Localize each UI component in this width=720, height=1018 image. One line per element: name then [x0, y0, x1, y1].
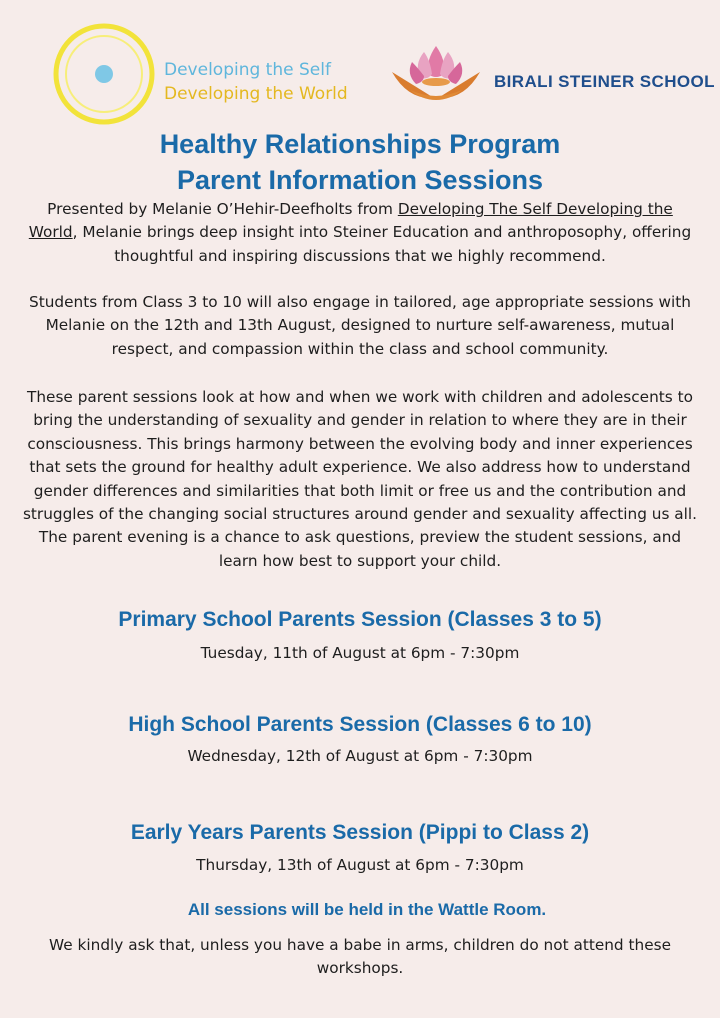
high-school-session-title: High School Parents Session (Classes 6 to 10) [128, 713, 592, 736]
title-line2: Parent Information Sessions [176, 165, 544, 195]
intro-text-before: Presented by Melanie O’Hehir-Deefholts from [47, 200, 398, 218]
header [0, 0, 720, 120]
children-request: We kindly ask that, unless you have a babe in arms, children do not attend these workshops. [49, 936, 671, 978]
venue-notice: All sessions will be held in the Wattle Room. [187, 900, 547, 919]
left-logo-text [164, 58, 348, 106]
students-paragraph: Students from Class 3 to 10 will also engage in tailored, age appropriate sessions with Melanie on the 12th and 13th August, designed to nurture self-awareness, mutual respect, and compassion within the class and school community. [29, 293, 691, 358]
left-logo-line2: Developing the World [164, 84, 348, 104]
page-title [0, 126, 720, 198]
developing-the-self-link[interactable]: Developing The Self Developing the World [28, 200, 673, 242]
left-logo-line1: Developing the Self [164, 60, 331, 80]
sun-logo-icon [52, 22, 156, 126]
title-line1: Healthy Relationships Program [159, 129, 561, 159]
sessions-paragraph: These parent sessions look at how and when we work with children and adolescents to bring the understanding of sexuality and gender in relation to where they are in their consciousness. This brings harmony between the evolving body and inner experiences that sets the ground for healthy adult experience. We also address how to understand gender differences and similarities that both limit or free us and the contribution and struggles of the changing social structures around gender and sexuality affecting us all. [22, 388, 698, 524]
intro-paragraph [22, 198, 698, 268]
early-years-session-time: Thursday, 13th of August at 6pm - 7:30pm [196, 856, 524, 874]
lotus-logo-icon [388, 42, 484, 104]
early-years-session-title: Early Years Parents Session (Pippi to Class 2) [130, 821, 590, 844]
high-school-session-time: Wednesday, 12th of August at 6pm - 7:30pm [187, 747, 533, 765]
sessions-description [22, 386, 698, 573]
primary-session-title: Primary School Parents Session (Classes 3 to 5) [118, 608, 602, 631]
intro-text-after: , Melanie brings deep insight into Steiner Education and anthroposophy, offering thoughtful and inspiring discussions that we highly recommend. [72, 223, 692, 265]
primary-session-time: Tuesday, 11th of August at 6pm - 7:30pm [200, 644, 520, 662]
school-name: BIRALI STEINER SCHOOL [494, 72, 715, 91]
evening-paragraph: The parent evening is a chance to ask questions, preview the student sessions, and learn how best to support your child. [38, 528, 682, 570]
